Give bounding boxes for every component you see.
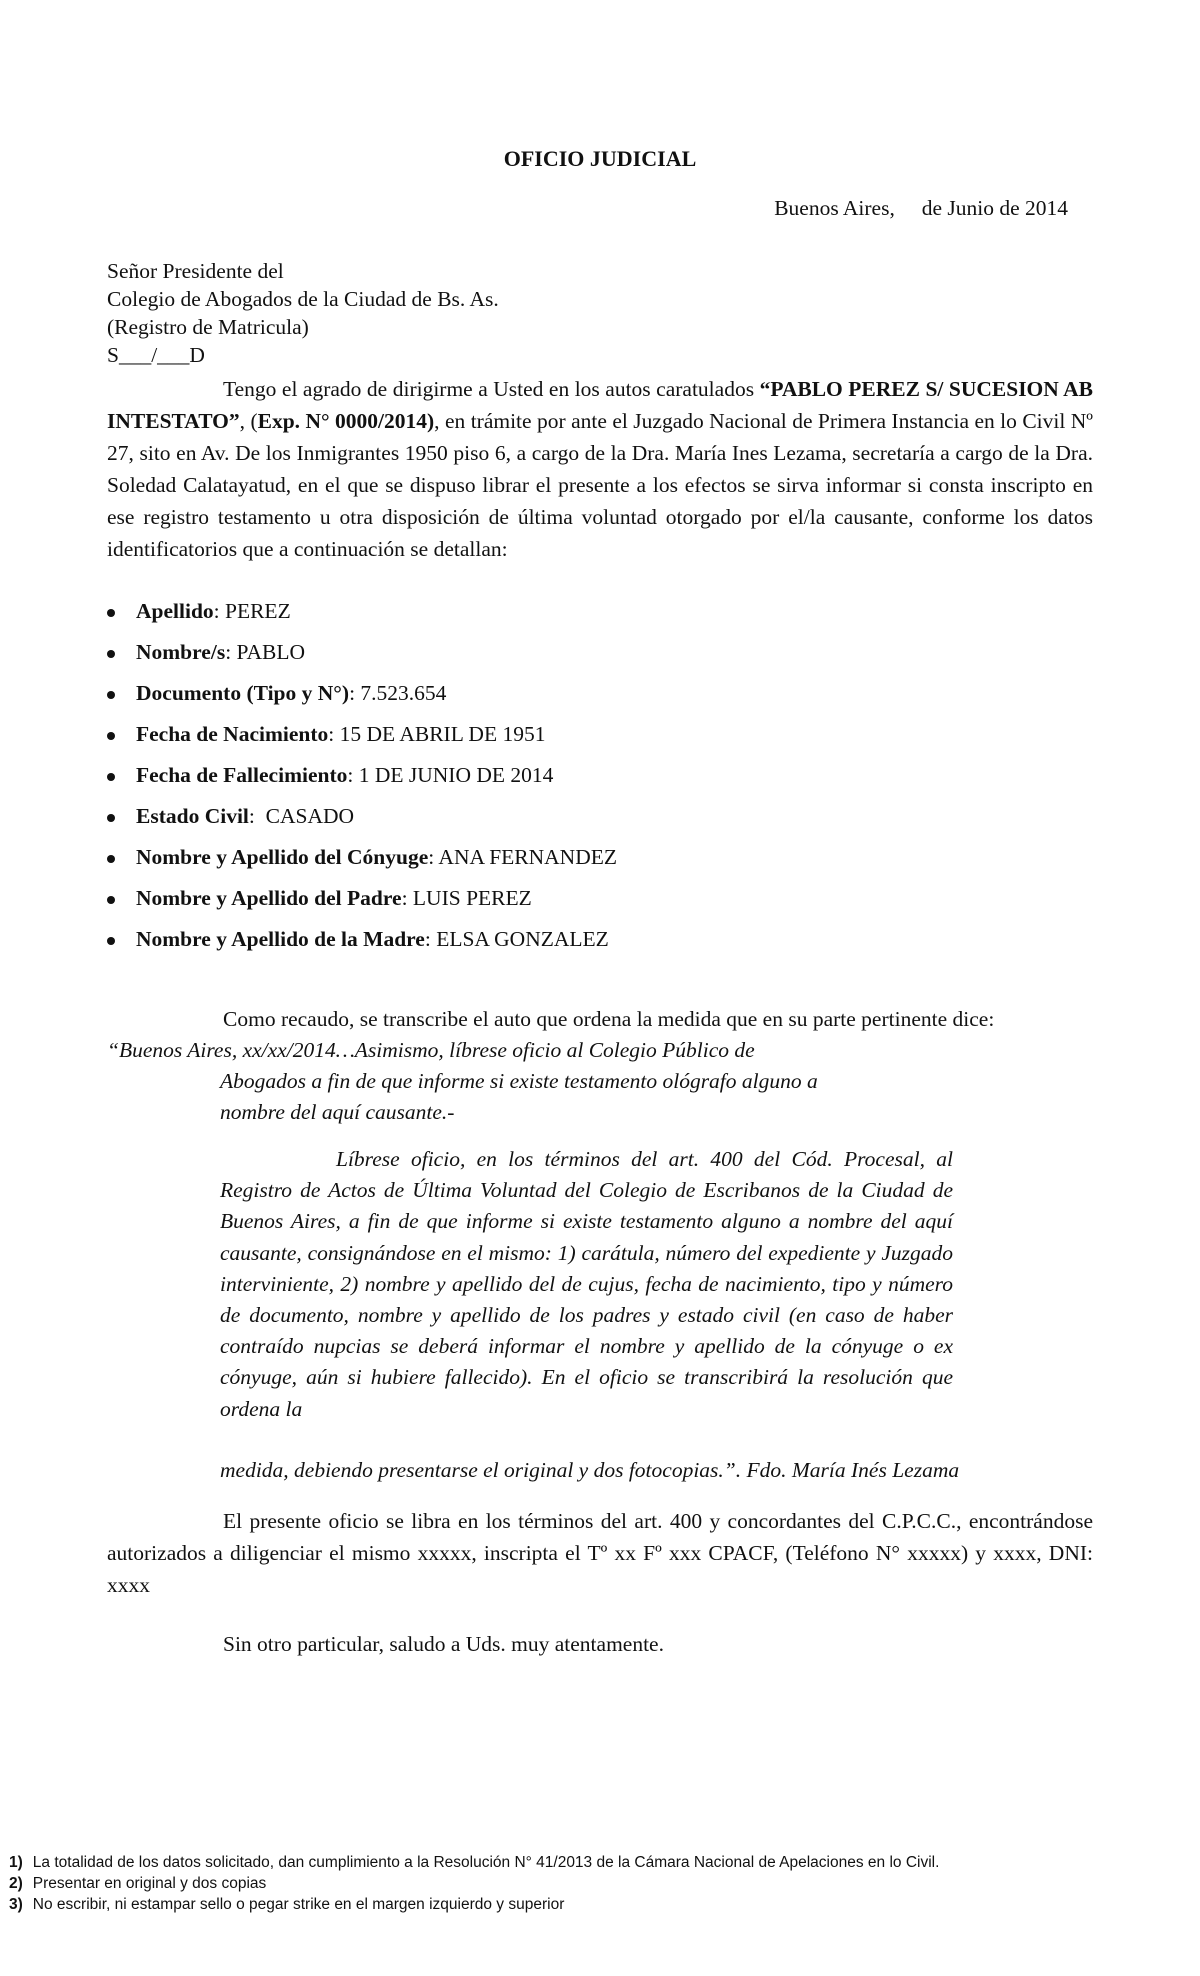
fact-label: Fecha de Nacimiento xyxy=(136,722,329,746)
fact-label: Fecha de Fallecimiento xyxy=(136,763,348,787)
list-item xyxy=(107,596,1057,637)
case-number: Exp. N° 0000/2014) xyxy=(257,409,435,433)
quote-opening-line: “Buenos Aires, xx/xx/2014…Asimismo, líbrese oficio al Colegio Público de xyxy=(107,1038,755,1062)
identification-list xyxy=(107,596,1057,965)
fact-label: Documento (Tipo y N°) xyxy=(136,681,350,705)
quote-line: Abogados a fin de que informe si existe testamento ológrafo alguno a xyxy=(220,1069,818,1093)
addressee-line: S___/___D xyxy=(107,343,205,367)
fact-value: : PEREZ xyxy=(213,599,291,623)
bullet-icon xyxy=(107,896,115,904)
fact-label: Nombre y Apellido de la Madre xyxy=(136,927,425,951)
footnote-text: No escribir, ni estampar sello o pegar strike en el margen izquierdo y superior xyxy=(32,1896,565,1913)
footnote-text: Presentar en original y dos copias xyxy=(32,1875,267,1892)
fact-value: : CASADO xyxy=(248,804,355,828)
recaudo-paragraph: Como recaudo, se transcribe el auto que ordena la medida que en su parte pertinente dice: xyxy=(223,1007,995,1031)
list-item xyxy=(107,637,1057,678)
bullet-icon xyxy=(107,650,115,658)
list-item xyxy=(107,842,1057,883)
fact-label: Nombre/s xyxy=(136,640,226,664)
fact-label: Apellido xyxy=(136,599,214,623)
quote-line: nombre del aquí causante.- xyxy=(220,1100,455,1125)
list-item xyxy=(107,760,1057,801)
bullet-icon xyxy=(107,773,115,781)
quote-body-text: Líbrese oficio, en los términos del art. 400 del Cód. Procesal, al Registro de Actos de Última Voluntad del Colegio de Escribanos de la Ciudad de Buenos Aires, a fin de que informe si existe testamento alguno a nombre del aquí causante, consignándose en el mismo: 1) carátula, número del expediente y Juzgado interviniente, 2) nombre y apellido del de cujus, fecha de nacimiento, tipo y número de documento, nombre y apellido de los padres y estado civil (en caso de haber contraído nupcias se deberá informar el nombre y apellido de la cónyuge o ex cónyuge, aún si hubiere fallecido). En el oficio se transcribirá la resolución que ordena la xyxy=(220,1147,953,1421)
bullet-icon xyxy=(107,732,115,740)
fact-value: : ELSA GONZALEZ xyxy=(424,927,609,951)
list-item xyxy=(107,678,1057,719)
fact-value: : PABLO xyxy=(225,640,306,664)
fact-value: : 15 DE ABRIL DE 1951 xyxy=(328,722,546,746)
quote-closing-line: medida, debiendo presentarse el original y dos fotocopias.”. Fdo. María Inés Lezama xyxy=(220,1458,960,1482)
bullet-icon xyxy=(107,691,115,699)
fact-label: Estado Civil xyxy=(136,804,249,828)
list-item xyxy=(107,924,1057,965)
fact-value: : 7.523.654 xyxy=(349,681,447,705)
footnote xyxy=(9,1852,939,1873)
fact-label: Nombre y Apellido del Cónyuge xyxy=(136,845,429,869)
dateline: Buenos Aires, de Junio de 2014 xyxy=(774,196,1068,220)
closing-paragraph: El presente oficio se libra en los términos del art. 400 y concordantes del C.P.C.C., encontrándose autorizados a diligenciar el mismo xxxxx, inscripta el Tº xx Fº xxx CPACF, (Teléfono N° xxxxx) y xxxx, DNI: xxxx xyxy=(107,1509,1093,1597)
list-item xyxy=(107,883,1057,924)
bullet-icon xyxy=(107,937,115,945)
addressee-line: (Registro de Matricula) xyxy=(107,315,309,339)
quote-body xyxy=(220,1144,953,1425)
footnotes xyxy=(9,1852,939,1915)
addressee-block xyxy=(107,257,499,369)
bullet-icon xyxy=(107,609,115,617)
intro-text-1: Tengo el agrado de dirigirme a Usted en los autos caratulados xyxy=(223,377,760,401)
intro-text-2: , ( xyxy=(239,409,258,433)
list-item xyxy=(107,801,1057,842)
fact-value: : ANA FERNANDEZ xyxy=(428,845,617,869)
fact-label: Nombre y Apellido del Padre xyxy=(136,886,402,910)
quote-first-lines xyxy=(220,1066,1030,1128)
footnote-number: 1) xyxy=(9,1854,23,1871)
footnote xyxy=(9,1894,939,1915)
addressee-line: Colegio de Abogados de la Ciudad de Bs. As. xyxy=(107,287,499,311)
bullet-icon xyxy=(107,814,115,822)
footnote-text: La totalidad de los datos solicitado, dan cumplimiento a la Resolución N° 41/2013 de la Cámara Nacional de Apelaciones en lo Civil. xyxy=(32,1854,940,1871)
addressee-line: Señor Presidente del xyxy=(107,259,284,283)
salutation: Sin otro particular, saludo a Uds. muy atentamente. xyxy=(223,1632,664,1656)
document-title: OFICIO JUDICIAL xyxy=(503,146,697,171)
fact-value: : 1 DE JUNIO DE 2014 xyxy=(347,763,554,787)
list-item xyxy=(107,719,1057,760)
intro-text-3: , en trámite por ante el Juzgado Nacional de Primera Instancia en lo Civil Nº 27, sito en Av. De los Inmigrantes 1950 piso 6, a cargo de la Dra. María Ines Lezama, secretaría a cargo de la Dra. Soledad Calatayatud, en el que se dispuso librar el presente a los efectos se sirva informar si consta inscripto en ese registro testamento u otra disposición de última voluntad otorgado por el/la causante, conforme los datos identificatorios que a continuación se detallan: xyxy=(107,409,1093,561)
case-caption: “PABLO PEREZ S/ SUCESION AB INTESTATO” xyxy=(107,377,1093,433)
bullet-icon xyxy=(107,855,115,863)
footnote-number: 2) xyxy=(9,1875,23,1892)
intro-paragraph xyxy=(107,373,1093,565)
footnote-number: 3) xyxy=(9,1896,23,1913)
fact-value: : LUIS PEREZ xyxy=(401,886,532,910)
footnote xyxy=(9,1873,939,1894)
